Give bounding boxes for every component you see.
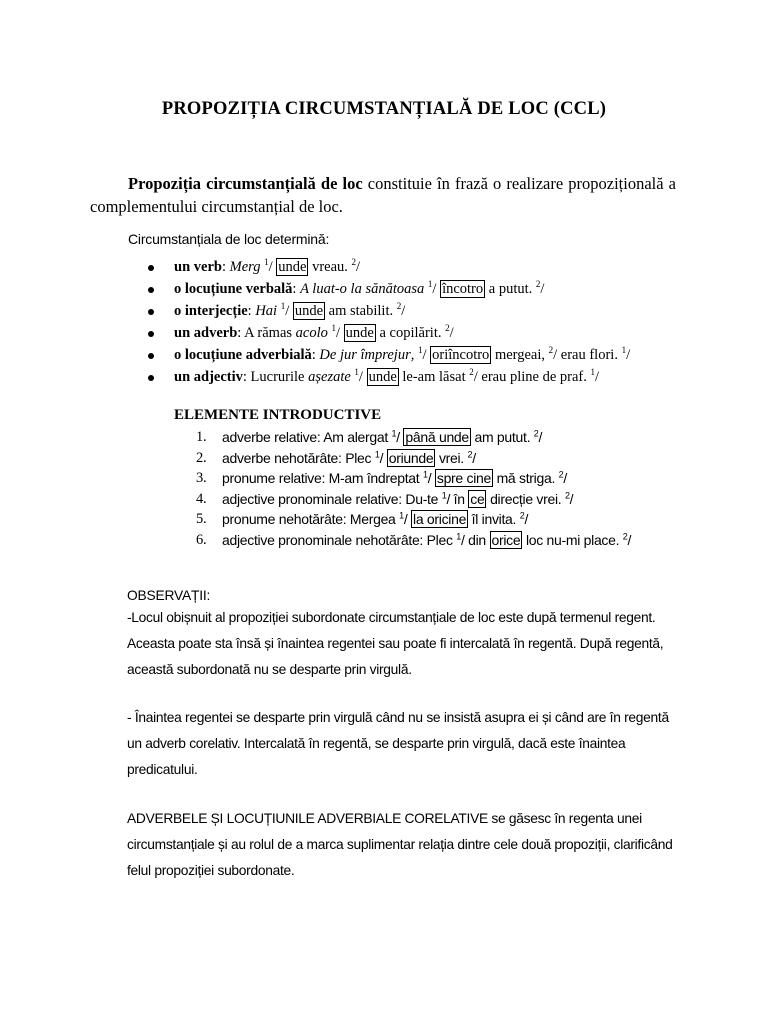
elements-list xyxy=(174,427,631,550)
item-example: De jur împrejur xyxy=(319,347,411,363)
clause-sep: / xyxy=(627,531,632,548)
item-example: Hai xyxy=(255,303,278,319)
list-item xyxy=(128,366,630,388)
item-after: mergeai, xyxy=(491,347,549,363)
clause-index: 1 xyxy=(264,257,269,268)
clause-index: 1 xyxy=(374,448,380,459)
item-after: vreau. xyxy=(308,259,352,275)
clause-sep: / xyxy=(569,490,574,507)
bullet-icon xyxy=(148,375,154,381)
determiner-list xyxy=(128,256,630,388)
clause-index: 1 xyxy=(354,367,359,378)
item-after: am stabilit. xyxy=(325,303,397,319)
list-item xyxy=(128,278,630,300)
item-label: o locuțiune adverbială xyxy=(174,347,312,363)
item-sep: : xyxy=(247,303,256,319)
clause-index: 2 xyxy=(519,510,525,521)
item-after: a putut. xyxy=(485,281,536,297)
item-label: o locuțiune verbală xyxy=(174,281,293,297)
clause-sep: / xyxy=(379,449,387,466)
item-after: vrei. xyxy=(435,449,468,466)
item-label: o interjecție xyxy=(174,303,248,319)
clause-sep: / xyxy=(524,511,529,527)
clause-index: 2 xyxy=(564,489,570,500)
item-after: a copilărit. xyxy=(375,325,446,341)
clause-index: 1 xyxy=(456,530,461,541)
clause-index: 2 xyxy=(535,279,541,290)
boxed-word: spre cine xyxy=(436,470,491,486)
clause-index: 1 xyxy=(441,489,447,500)
clause-index: 1 xyxy=(399,510,404,521)
bullet-icon xyxy=(148,265,154,271)
item-sep: : xyxy=(311,347,320,363)
clause-index: 1 xyxy=(427,279,433,290)
intro-paragraph xyxy=(90,172,676,218)
bullet-icon xyxy=(148,353,154,359)
clause-sep: / xyxy=(285,303,293,319)
lead-text: Circumstanțiala de loc determină: xyxy=(128,231,330,247)
list-item xyxy=(174,489,631,510)
clause-sep: / erau pline de praf. xyxy=(473,369,591,385)
boxed-word: unde xyxy=(278,259,307,275)
observation-1: -Locul obișnuit al propoziției subordonate circumstanțiale de loc este după termenul regent. Aceasta poate sta însă și înaintea regentei sau poate fi intercalată în regentă. După regentă, această subordonată nu se desparte prin virgulă. xyxy=(127,610,664,677)
item-after: le-am lăsat xyxy=(398,369,470,385)
clause-index: 1 xyxy=(280,301,286,312)
clause-index: 2 xyxy=(533,428,539,439)
list-item xyxy=(174,427,631,448)
clause-index: 2 xyxy=(558,469,564,480)
boxed-word: la oricine xyxy=(413,511,467,527)
item-example: așezate xyxy=(308,369,351,385)
list-item xyxy=(174,530,631,551)
item-number: 5. xyxy=(196,511,207,527)
intro-term: Propoziția circumstanțială de loc xyxy=(128,174,363,193)
item-after: am putut. xyxy=(470,429,534,445)
item-text: adjective pronominale relative: Du-te xyxy=(222,490,442,507)
item-example: Merg xyxy=(229,259,261,275)
clause-index: 1 xyxy=(590,367,595,378)
list-item xyxy=(128,300,630,322)
observations-title: OBSERVAȚII: xyxy=(127,588,211,603)
item-text: adjective pronominale nehotărâte: Plec xyxy=(222,531,457,548)
item-after: loc nu-mi place. xyxy=(522,531,623,548)
clause-index: 1 xyxy=(417,345,423,356)
clause-sep: / din xyxy=(460,531,490,548)
clause-sep: / xyxy=(268,259,277,275)
list-item xyxy=(174,509,631,530)
item-sep: : xyxy=(221,259,230,275)
boxed-word: unde xyxy=(368,369,397,385)
list-item xyxy=(128,344,630,366)
item-text: pronume relative: M-am îndreptat xyxy=(222,470,423,486)
bullet-icon xyxy=(148,287,154,293)
item-example: acolo xyxy=(295,325,328,341)
clause-index: 2 xyxy=(396,301,402,312)
clause-sep: / xyxy=(358,369,367,385)
clause-index: 1 xyxy=(391,428,397,439)
clause-sep: / xyxy=(538,429,543,445)
page-title: PROPOZIȚIA CIRCUMSTANȚIALĂ DE LOC (CCL) xyxy=(161,99,607,119)
clause-index: 2 xyxy=(622,530,628,541)
item-example: A luat-o la sănătoasa xyxy=(300,281,425,297)
clause-index: 1 xyxy=(422,469,428,480)
item-label: un verb xyxy=(174,259,222,275)
list-item xyxy=(174,448,631,469)
observation-2: - Înaintea regentei se desparte prin virgulă când nu se insistă asupra ei și când are în regentă un adverb corelativ. Intercalată în regentă, se desparte prin virgulă, dacă este înaintea predicatului. xyxy=(127,710,669,777)
item-number: 1. xyxy=(196,429,207,445)
item-space: , xyxy=(410,347,418,363)
item-text: pronume nehotărâte: Mergea xyxy=(222,511,400,527)
item-after: mă striga. xyxy=(492,470,559,486)
item-label: un adjectiv xyxy=(174,369,243,385)
clause-index: 2 xyxy=(548,345,554,356)
boxed-word: până unde xyxy=(405,429,469,445)
item-text: adverbe nehotărâte: Plec xyxy=(222,449,375,466)
item-number: 2. xyxy=(196,449,207,466)
item-pre: A rămas xyxy=(244,325,296,341)
clause-index: 1 xyxy=(331,323,337,334)
clause-sep: / xyxy=(403,511,412,527)
clause-index: 2 xyxy=(445,323,450,334)
item-number: 3. xyxy=(196,470,207,486)
clause-sep: / în xyxy=(446,490,469,507)
observation-3: ADVERBELE ȘI LOCUȚIUNILE ADVERBIALE CORELATIVE se găsesc în regenta unei circumstanțiale și au rolul de a marca suplimentar relația dintre cele două propoziții, clarificând felul propoziției subordonate. xyxy=(127,811,673,878)
section-title: ELEMENTE INTRODUCTIVE xyxy=(174,407,382,423)
item-number: 4. xyxy=(196,490,207,507)
boxed-word: unde xyxy=(294,303,324,319)
item-pre: Lucrurile xyxy=(250,369,309,385)
boxed-word: oriîncotro xyxy=(432,347,490,363)
clause-index: 1 xyxy=(621,345,627,356)
item-sep: : xyxy=(237,325,245,341)
clause-index: 2 xyxy=(467,448,473,459)
boxed-word: unde xyxy=(345,325,374,341)
bullet-icon xyxy=(148,309,154,315)
item-number: 6. xyxy=(196,531,207,548)
clause-sep: / xyxy=(540,281,545,297)
clause-sep: / xyxy=(336,325,344,341)
item-sep: : xyxy=(292,281,301,297)
clause-sep: / xyxy=(449,325,454,341)
clause-sep: / xyxy=(432,281,441,297)
boxed-word: oriunde xyxy=(388,449,434,466)
bullet-icon xyxy=(148,331,154,337)
boxed-word: încotro xyxy=(442,281,484,297)
list-item xyxy=(128,322,630,344)
clause-sep: / xyxy=(356,259,361,275)
clause-sep: / xyxy=(472,449,476,466)
item-sep: : xyxy=(242,369,251,385)
item-text: adverbe relative: Am alergat xyxy=(222,429,392,445)
boxed-word: orice xyxy=(491,531,521,548)
clause-sep: / erau flori. xyxy=(553,347,622,363)
item-after: îl invita. xyxy=(468,511,520,527)
list-item xyxy=(128,256,630,278)
clause-sep: / xyxy=(563,470,567,486)
clause-sep: / xyxy=(427,470,435,486)
clause-sep: / xyxy=(401,303,406,319)
clause-sep: / xyxy=(626,347,631,363)
intro-rest: constituie în frază o realizare propozițională a complementului circumstanțial de loc. xyxy=(90,174,676,216)
item-label: un adverb xyxy=(174,325,238,341)
boxed-word: ce xyxy=(470,490,485,507)
item-after: direcție vrei. xyxy=(486,490,565,507)
clause-index: 2 xyxy=(469,367,474,378)
list-item xyxy=(174,468,631,489)
clause-sep: / xyxy=(396,429,404,445)
clause-index: 2 xyxy=(351,257,357,268)
clause-sep: / xyxy=(422,347,431,363)
clause-sep: / xyxy=(595,369,600,385)
